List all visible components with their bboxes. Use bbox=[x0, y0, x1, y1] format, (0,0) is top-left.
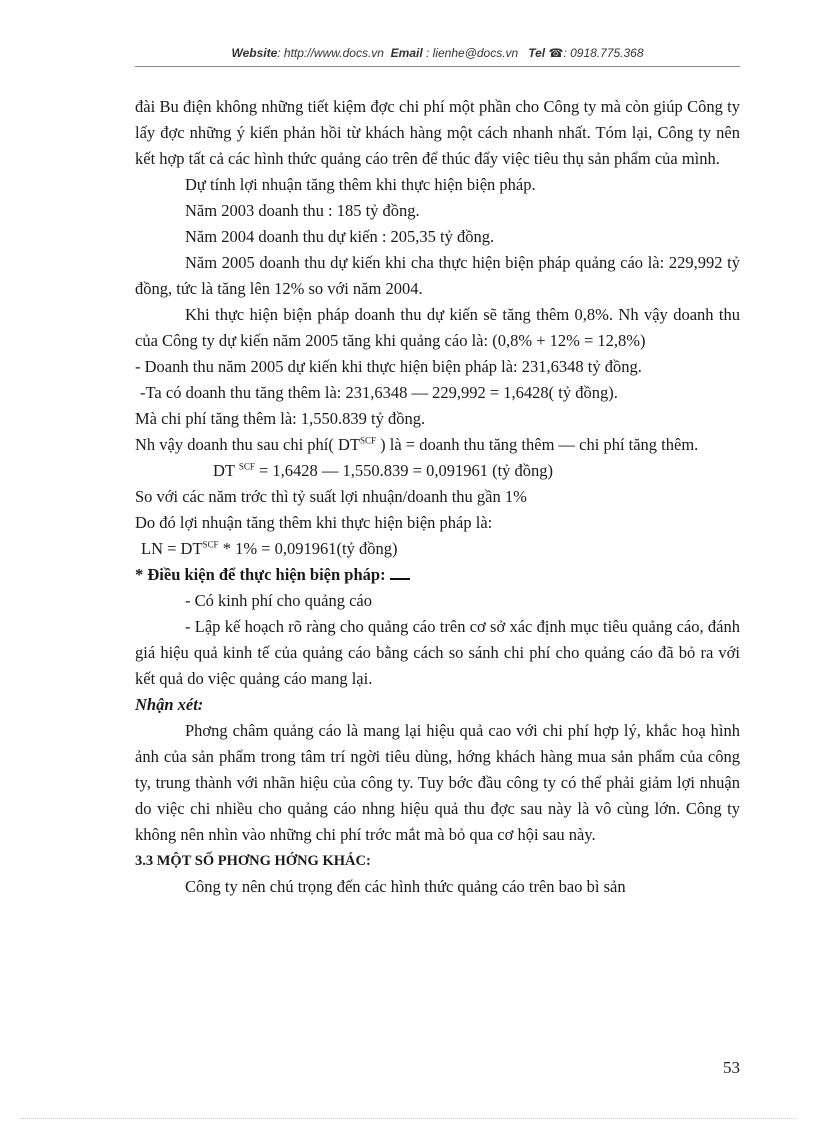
remark-paragraph: Phơng châm quảng cáo là mang lại hiệu quả cao với chi phí hợp lý, khắc hoạ hình ảnh của sản phẩm trong tâm trí ngời tiêu dùng, hớng khách hàng mua sản phẩm của công ty, trung thành với nhãn hiệu của công ty. Tuy bớc đầu công ty có thể phải giảm lợi nhuận do việc chi nhiều cho quảng cáo nhng hiệu quả thu đợc sau này là vô cùng lớn. Công ty không nên nhìn vào những chi phí trớc mắt mà bỏ qua cơ hội sau này. bbox=[135, 721, 740, 844]
condition-2: - Lập kế hoạch rõ ràng cho quảng cáo trên cơ sở xác định mục tiêu quảng cáo, đánh giá hiệu quả kinh tế của quảng cáo bằng cách so sánh chi phí cho quảng cáo đã bỏ ra với kết quả do việc quảng cáo mang lại. bbox=[135, 617, 740, 688]
condition-1: - Có kinh phí cho quảng cáo bbox=[185, 591, 372, 610]
underline-mark bbox=[390, 578, 410, 580]
equation-1 bbox=[135, 458, 740, 484]
header-divider bbox=[135, 66, 740, 67]
conditions-heading-text: * Điều kiện để thực hiện biện pháp: bbox=[135, 565, 386, 584]
paragraph-8: -Ta có doanh thu tăng thêm là: 231,6348 — 229,992 = 1,6428( tỷ đồng). bbox=[140, 383, 618, 402]
equation-2-end: * 1% = 0,091961(tỷ đồng) bbox=[218, 539, 398, 558]
paragraph-5: Năm 2005 doanh thu dự kiến khi cha thực hiện biện pháp quảng cáo là: 229,992 tỷ đồng, tức là tăng lên 12% so với năm 2004. bbox=[135, 253, 740, 298]
phone-icon: ☎ bbox=[548, 46, 564, 60]
remark-heading: Nhận xét: bbox=[135, 695, 204, 714]
paragraph-11: So với các năm trớc thì tỷ suất lợi nhuận/doanh thu gần 1% bbox=[135, 487, 527, 506]
paragraph-7: - Doanh thu năm 2005 dự kiến khi thực hiện biện pháp là: 231,6348 tỷ đồng. bbox=[135, 357, 642, 376]
document-body bbox=[135, 94, 740, 900]
footer-divider bbox=[20, 1118, 796, 1119]
email-value[interactable]: : lienhe@docs.vn bbox=[426, 46, 519, 60]
tel-value: : 0918.775.368 bbox=[563, 46, 644, 60]
last-paragraph: Công ty nên chú trọng đến các hình thức quảng cáo trên bao bì sản bbox=[185, 877, 626, 896]
paragraph-1: đài Bu điện không những tiết kiệm đợc chi phí một phần cho Công ty mà còn giúp Công ty lấy đợc những ý kiến phản hồi từ khách hàng một cách nhanh nhất. Tóm lại, Công ty nên kết hợp tất cả các hình thức quảng cáo trên để thúc đẩy việc tiêu thụ sản phẩm của mình. bbox=[135, 97, 740, 168]
conditions-heading bbox=[135, 562, 740, 588]
scf-subscript: SCF bbox=[360, 435, 377, 446]
scf-subscript: SCF bbox=[202, 539, 219, 550]
paragraph-2: Dự tính lợi nhuận tăng thêm khi thực hiện biện pháp. bbox=[185, 175, 536, 194]
scf-subscript: SCF bbox=[238, 461, 255, 472]
paragraph-9: Mà chi phí tăng thêm là: 1,550.839 tỷ đồng. bbox=[135, 409, 426, 428]
equation-2 bbox=[135, 536, 740, 562]
paragraph-10 bbox=[135, 432, 740, 458]
equation-1-end: = 1,6428 — 1,550.839 = 0,091961 (tỷ đồng) bbox=[254, 461, 554, 480]
tel-label: Tel bbox=[528, 46, 546, 60]
equation-1-start: DT bbox=[213, 461, 239, 480]
page-number: 53 bbox=[723, 1058, 740, 1077]
paragraph-3: Năm 2003 doanh thu : 185 tỷ đồng. bbox=[185, 201, 420, 220]
paragraph-10-end: ) là = doanh thu tăng thêm — chi phí tăng thêm. bbox=[376, 435, 699, 454]
paragraph-12: Do đó lợi nhuận tăng thêm khi thực hiện biện pháp là: bbox=[135, 513, 493, 532]
website-label: Website bbox=[231, 46, 278, 60]
email-label: Email bbox=[390, 46, 423, 60]
paragraph-10-start: Nh vậy doanh thu sau chi phí( DT bbox=[135, 435, 360, 454]
paragraph-4: Năm 2004 doanh thu dự kiến : 205,35 tỷ đồng. bbox=[185, 227, 495, 246]
website-url[interactable]: : http://www.docs.vn bbox=[277, 46, 384, 60]
section-heading: 3.3 MỘT SỐ PHƠNG HỚNG KHÁC: bbox=[135, 853, 371, 869]
equation-2-start: LN = DT bbox=[141, 539, 203, 558]
page-header bbox=[135, 46, 740, 60]
paragraph-6: Khi thực hiện biện pháp doanh thu dự kiến sẽ tăng thêm 0,8%. Nh vậy doanh thu của Công ty dự kiến năm 2005 tăng khi quảng cáo là: (0,8% + 12% = 12,8%) bbox=[135, 305, 740, 350]
